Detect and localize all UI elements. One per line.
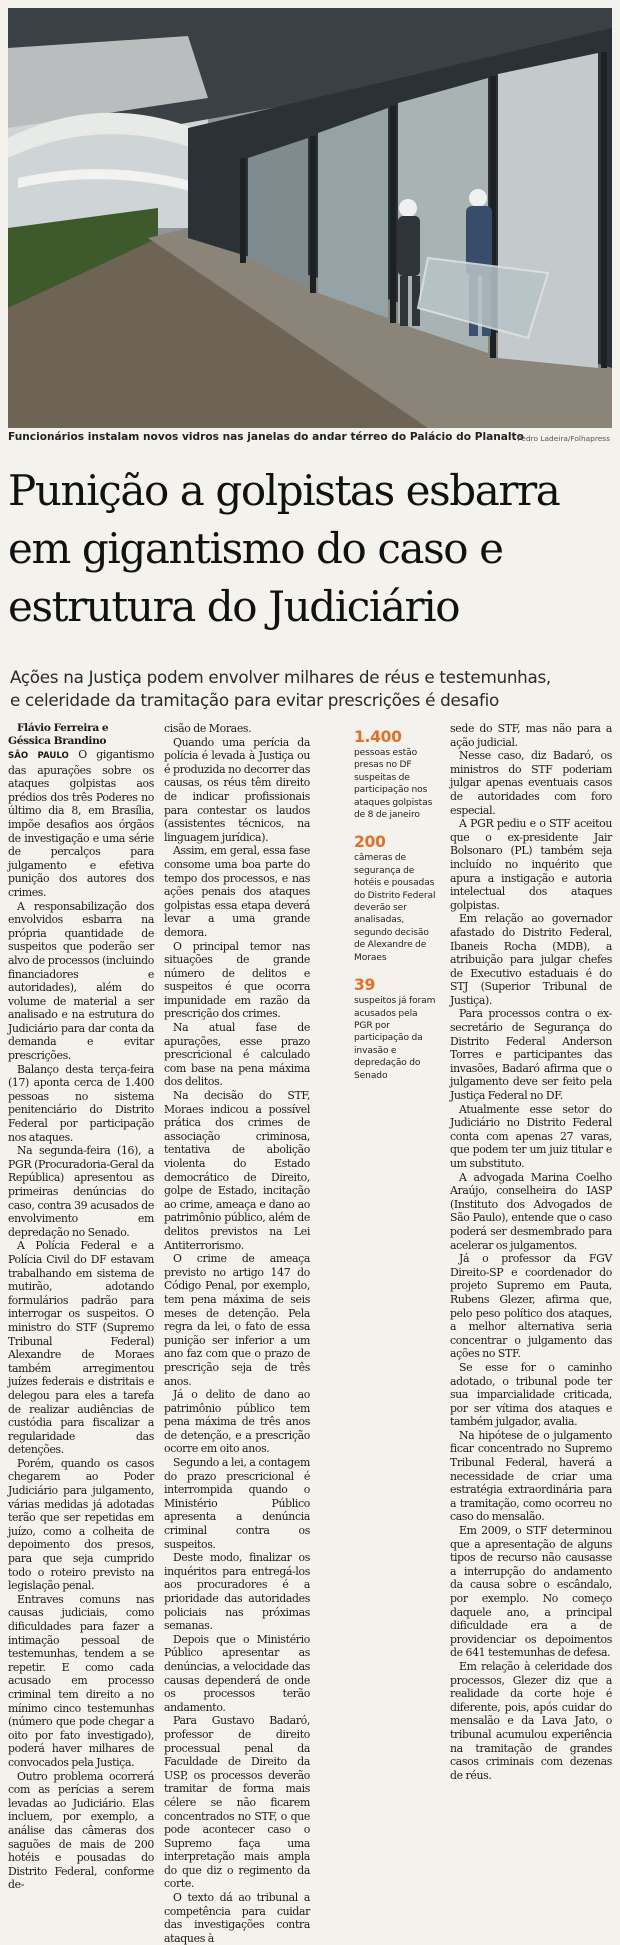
article-paragraph: sede do STF, mas não para a ação judicial. bbox=[450, 722, 612, 749]
article-paragraph: Atualmente esse setor do Judiciário no Distrito Federal conta com apenas 27 varas, que podem ter um juiz titular e um substituto. bbox=[450, 1102, 612, 1170]
article-paragraph: A Polícia Federal e a Polícia Civil do DF estavam trabalhando em sistema de mutirão, adotando formulários padrão para interrogar os suspeitos. O ministro do STF (Supremo Tribunal Federal) Alexandre de Moraes também arregimentou juízes federais e distritais e delegou para eles a tarefa de realizar audiências de custódia para fiscalizar a regularidade das detenções. bbox=[8, 1239, 154, 1457]
stat-number: 200 bbox=[354, 833, 386, 852]
dateline: SÃO PAULO bbox=[8, 751, 69, 761]
article-paragraph: Na decisão do STF, Moraes indicou a possível prática dos crimes de associação criminosa, tentativa de abolição violenta do Estado democrático de Direito, golpe de Estado, incitação ao crime, ameaça e dano ao patrimônio público, além de delitos previstos na Lei Antiterrorismo. bbox=[164, 1089, 310, 1252]
article-paragraph: Outro problema ocorrerá com as perícias a serem levadas ao Judiciário. Elas incluem, por exemplo, a análise das câmeras dos saguões de mais de 200 hotéis e pousadas do Distrito Federal, conforme de- bbox=[8, 1769, 154, 1892]
article-column-2 bbox=[164, 722, 310, 1945]
headline-line: estrutura do Judiciário bbox=[8, 582, 460, 631]
byline bbox=[8, 722, 154, 748]
subheadline bbox=[10, 666, 616, 712]
article-paragraph: Depois que o Ministério Público apresentar as denúncias, a velocidade das causas dependerá de onde os processos terão andamento. bbox=[164, 1632, 310, 1714]
byline-author-2: Géssica Brandino bbox=[8, 735, 107, 747]
subheadline-line: e celeridade da tramitação para evitar prescrições é desafio bbox=[10, 690, 499, 710]
headline bbox=[8, 462, 618, 636]
article-paragraph: Já o delito de dano ao patrimônio público tem pena máxima de três anos de detenção, e a prescrição ocorre em oito anos. bbox=[164, 1388, 310, 1456]
article-paragraph: Deste modo, finalizar os inquéritos para entregá-los aos procuradores é a prioridade das autoridades policiais nas próximas semanas. bbox=[164, 1551, 310, 1633]
article-paragraph: Nesse caso, diz Badaró, os ministros do STF poderiam julgar apenas eventuais casos de autoridades com foro especial. bbox=[450, 749, 612, 817]
article-paragraph: Quando uma perícia da polícia é levada à Justiça ou é produzida no decorrer das causas, os réus têm direito de indicar profissionais para contestar os laudos (assistentes técnicos, na linguagem jurídica). bbox=[164, 735, 310, 844]
article-paragraph: cisão de Moraes. bbox=[164, 722, 252, 735]
article-paragraph: Em 2009, o STF determinou que a apresentação de alguns tipos de recurso não causasse a interrupção do andamento da causa sobre o escândalo, por exemplo. No começo daquele ano, a principal dificuldade era a de providenciar os depoimentos de 641 testemunhas de defesa. bbox=[450, 1524, 612, 1660]
article-paragraph: Na segunda-feira (16), a PGR (Procuradoria-Geral da República) apresentou as primeiras denúncias do caso, contra 39 acusados de envolvimento em depredação no Senado. bbox=[8, 1144, 154, 1239]
stat-description: câmeras de segurança de hotéis e pousadas do Distrito Federal deverão ser analisadas, segundo decisão de Alexandre de Moraes bbox=[354, 853, 436, 963]
article-paragraph: Entraves comuns nas causas judiciais, como dificuldades para fazer a intimação pessoal de testemunhas, tendem a se repetir. E como cada acusado em processo criminal tem direito a no mínimo cinco testemunhas (número que pode chegar a oito por fato investigado), poderá haver milhares de convocados pela Justiça. bbox=[8, 1592, 154, 1769]
photo-credit: Pedro Ladeira/Folhapress bbox=[517, 434, 610, 443]
article-paragraph: O texto dá ao tribunal a competência para cuidar das investigações contra ataques à bbox=[164, 1891, 310, 1945]
stat-block bbox=[354, 833, 438, 964]
article-paragraph: Se esse for o caminho adotado, o tribunal pode ter sua imparcialidade criticada, por ser vítima dos ataques e também julgador, avalia. bbox=[450, 1360, 612, 1429]
article-paragraph: Balanço desta terça-feira (17) aponta cerca de 1.400 pessoas no sistema penitenciário do Distrito Federal por participação nos ataques. bbox=[8, 1062, 154, 1144]
stat-number: 39 bbox=[354, 976, 376, 995]
stat-number: 1.400 bbox=[354, 728, 402, 746]
photo-caption: Funcionários instalam novos vidros nas janelas do andar térreo do Palácio do Planalto bbox=[8, 431, 524, 443]
article-paragraph: SÃO PAULO O gigantismo das apurações sobre os ataques golpistas aos prédios dos três Poderes no último dia 8, em Brasília, impõe desafios aos órgãos de investigação e uma série de percalços para julgamento e efetiva punição dos autores dos crimes. bbox=[8, 748, 155, 899]
stats-sidebar bbox=[354, 728, 438, 1786]
article-paragraph: Para processos contra o ex-secretário de Segurança do Distrito Federal Anderson Torres e participantes das invasões, Badaró afirma que o julgamento deve ser feito pela Justiça Federal no DF. bbox=[450, 1007, 612, 1103]
article-paragraph: O principal temor nas situações de grande número de delitos e suspeitos é que ocorra impunidade em razão da prescrição dos crimes. bbox=[164, 939, 310, 1021]
article-paragraph: Para Gustavo Badaró, professor de direito processual penal da Faculdade de Direito da USP, os processos deverão tramitar de forma mais célere se não ficarem concentrados no STF, o que pode acontecer caso o Supremo faça uma interpretação mais ampla do que diz o regimento da corte. bbox=[164, 1714, 310, 1891]
article-paragraph: Assim, em geral, essa fase consome uma boa parte do tempo dos processos, e nas ações penais dos ataques golpistas essa etapa deverá levar a uma grande demora. bbox=[164, 844, 310, 939]
article-paragraph: Já o professor da FGV Direito-SP e coordenador do projeto Supremo em Pauta, Rubens Glezer, afirma que, pelo peso político dos ataques, a melhor alternativa seria concentrar o julgamento das ações no STF. bbox=[450, 1252, 612, 1361]
article-column-1 bbox=[8, 722, 155, 1892]
stat-block bbox=[354, 976, 438, 1082]
news-photo bbox=[8, 8, 612, 428]
byline-author-1: Flávio Ferreira e bbox=[17, 722, 109, 734]
stat-description: pessoas estão presas no DF suspeitas de participação nos ataques golpistas de 8 de janeiro bbox=[354, 748, 433, 821]
article-paragraph: Na hipótese de o julgamento ficar concentrado no Supremo Tribunal Federal, haverá a necessidade de criar uma estratégia extraordinária para a tramitação, como ocorreu no caso do mensalão. bbox=[450, 1428, 612, 1524]
headline-line: Punição a golpistas esbarra bbox=[8, 466, 560, 515]
article-paragraph: Na atual fase de apurações, esse prazo prescricional é calculado com base na pena máxima dos delitos. bbox=[164, 1021, 310, 1089]
article-paragraph: A PGR pediu e o STF aceitou que o ex-presidente Jair Bolsonaro (PL) também seja incluído no inquérito que apura a instigação e autoria intelectual dos ataques golpistas. bbox=[450, 817, 612, 912]
article-column-4 bbox=[450, 722, 612, 1780]
article-paragraph: Porém, quando os casos chegarem ao Poder Judiciário para julgamento, várias medidas já adotadas terão que ser repetidas em juízo, como a colheita de depoimento dos presos, para que seja cumprido todo o roteiro previsto na legislação penal. bbox=[8, 1456, 154, 1593]
stat-description: suspeitos já foram acusados pela PGR por participação da invasão e depredação do Senado bbox=[354, 996, 436, 1081]
article-paragraph: Segundo a lei, a contagem do prazo prescricional é interrompida quando o Ministério Público apresenta a denúncia criminal contra os suspeitos. bbox=[164, 1456, 310, 1551]
stat-block bbox=[354, 728, 438, 821]
article-paragraph: A responsabilização dos envolvidos esbarra na própria quantidade de suspeitos que poderão ser alvo de processos (incluindo financiadores e autoridades), além do volume de material a ser analisado e na estrutura do Judiciário para dar conta da demanda e evitar prescrições. bbox=[8, 899, 154, 1063]
headline-line: em gigantismo do caso e bbox=[8, 524, 503, 573]
article-paragraph: O crime de ameaça previsto no artigo 147 do Código Penal, por exemplo, tem pena máxima de seis meses de detenção. Pela regra da lei, o fato de essa punição ser inferior a um ano faz com que o prazo de prescrição seja de três anos. bbox=[164, 1252, 310, 1388]
article-paragraph: Em relação ao governador afastado do Distrito Federal, Ibaneis Rocha (MDB), a atribuição para julgar chefes de Executivo estaduais é do STJ (Superior Tribunal de Justiça). bbox=[450, 912, 612, 1007]
article-paragraph: Em relação à celeridade dos processos, Glezer diz que a realidade da corte hoje é diferente, pois, após cuidar do mensalão e da Lava Jato, o tribunal acumulou experiência na tramitação de grandes casos criminais com dezenas de réus. bbox=[450, 1659, 612, 1782]
article-paragraph: A advogada Marina Coelho Araújo, conselheira do IASP (Instituto dos Advogados de São Paulo), entende que o caso poderá ser desmembrado para acelerar os julgamentos. bbox=[450, 1170, 612, 1252]
subheadline-line: Ações na Justiça podem envolver milhares de réus e testemunhas, bbox=[10, 667, 551, 687]
